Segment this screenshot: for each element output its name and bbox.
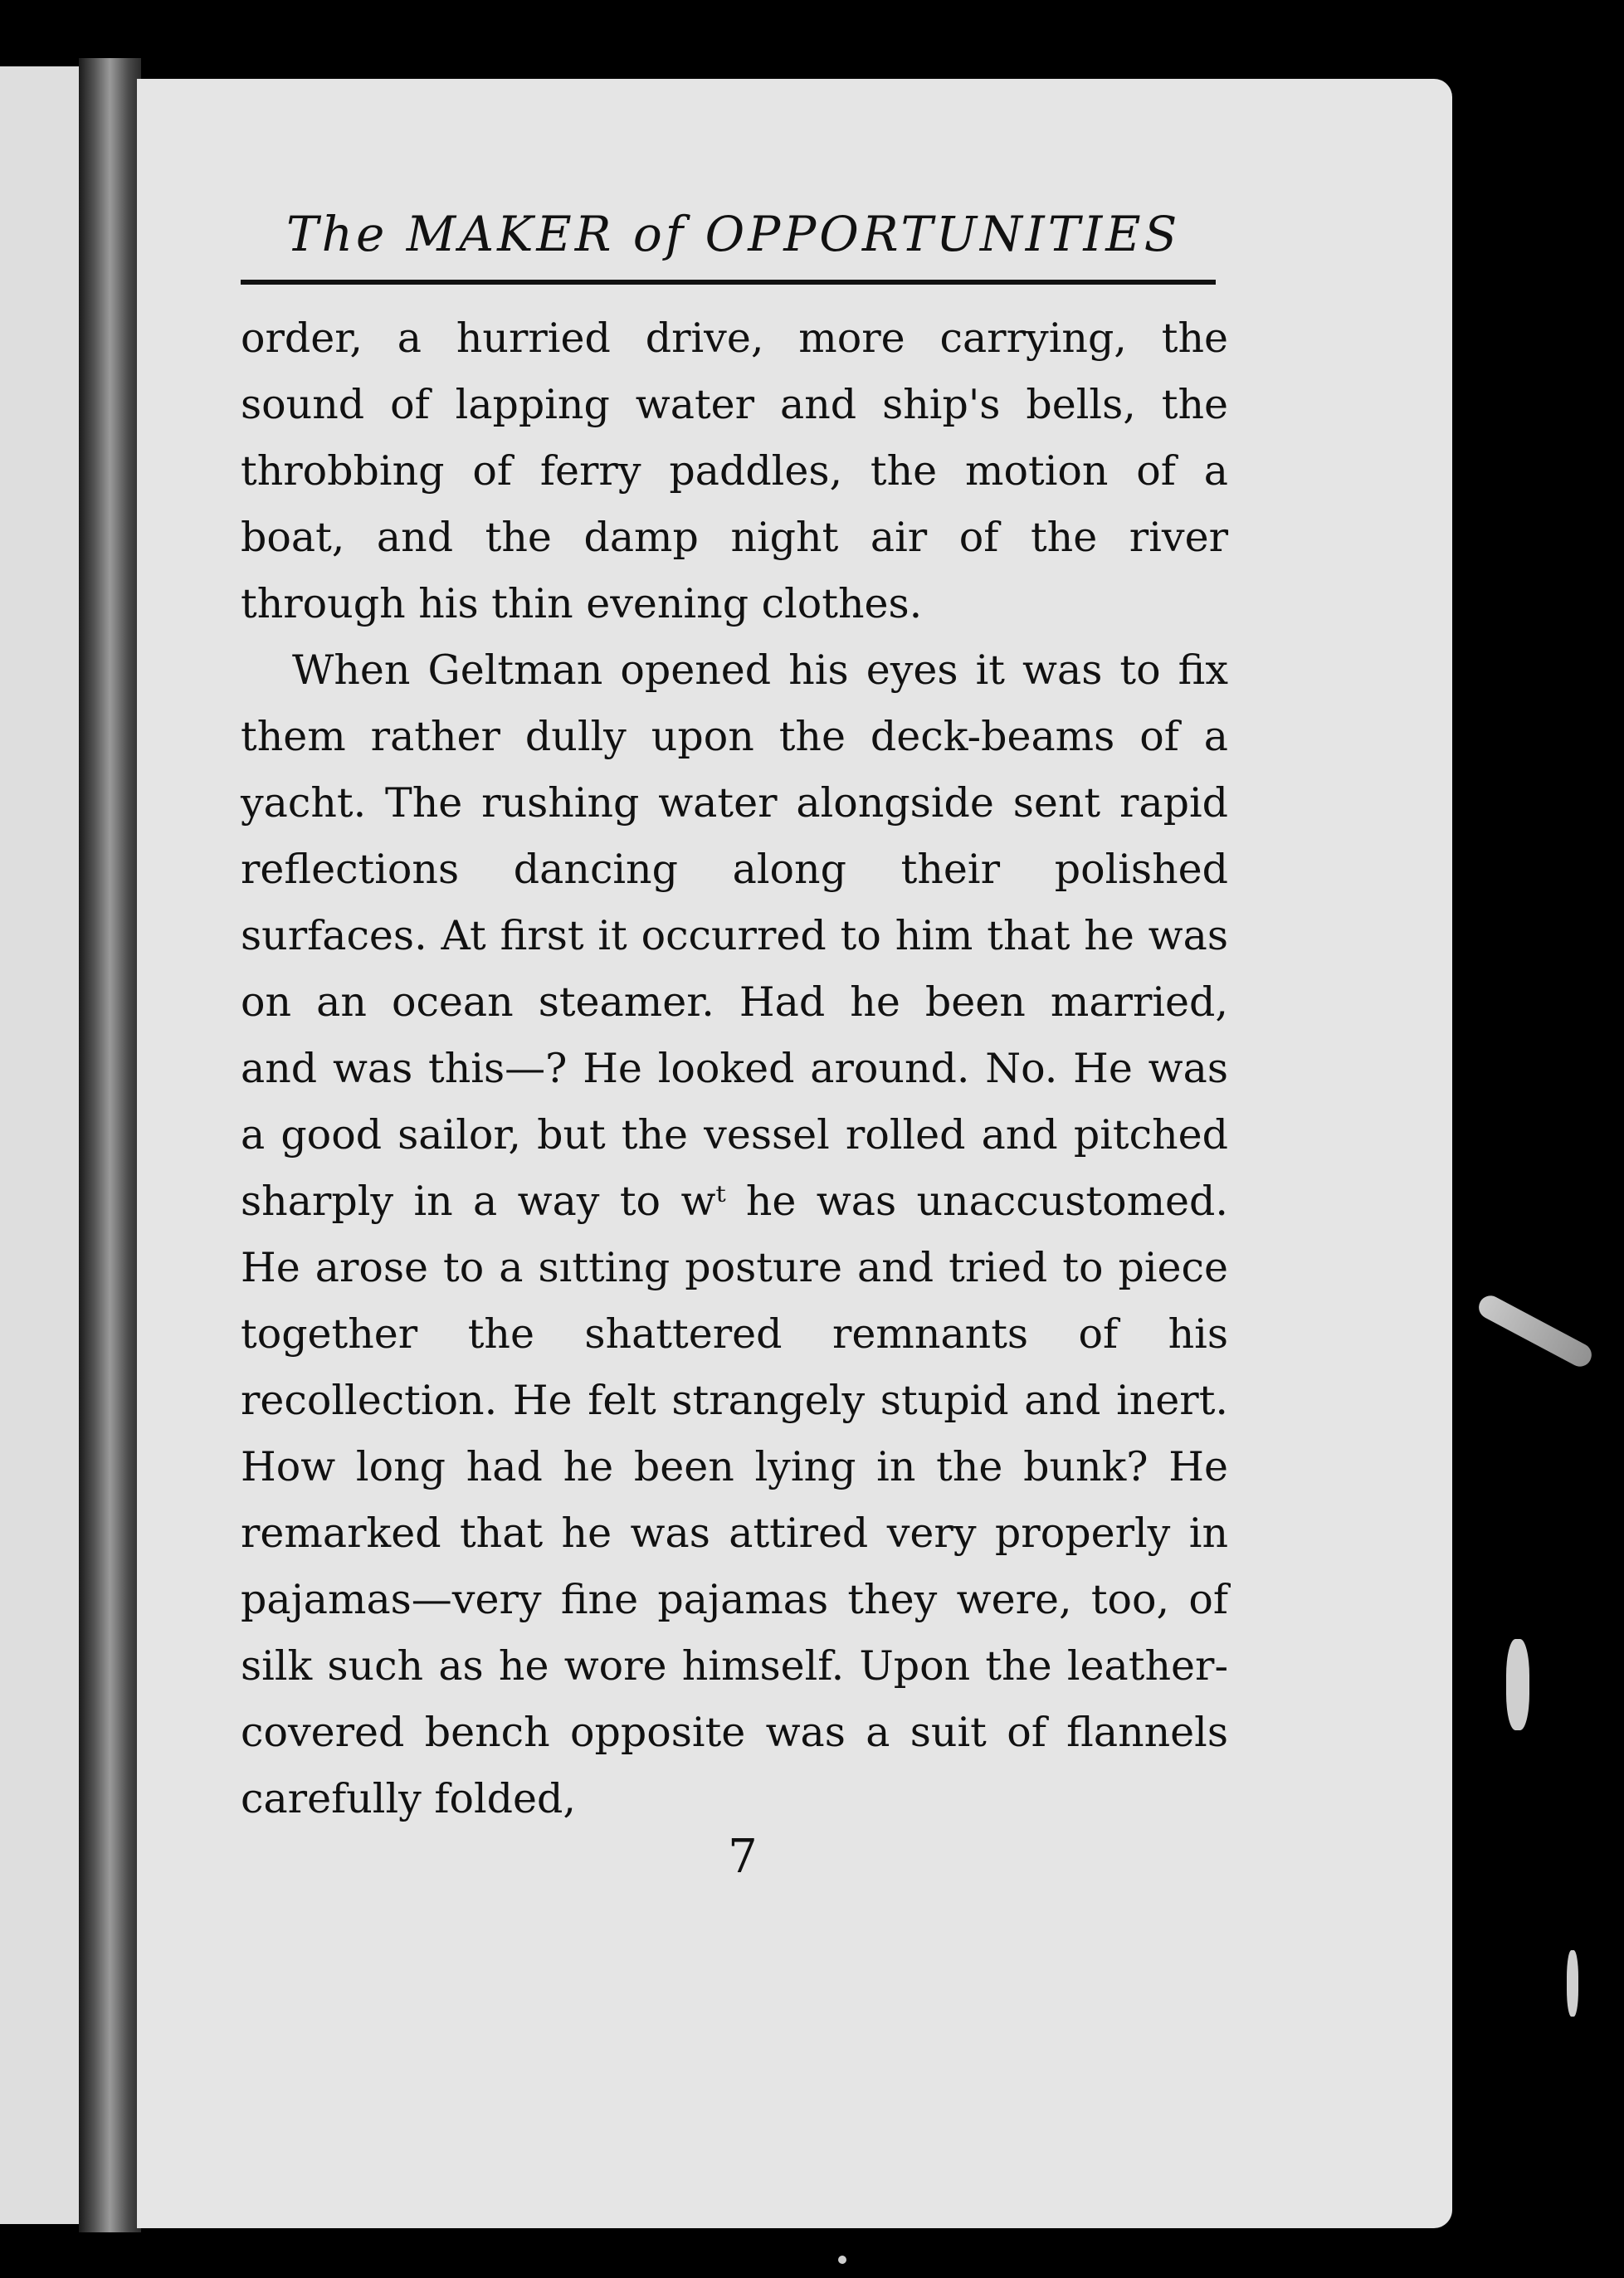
scan-glare-artifact [1475,1291,1596,1370]
facing-page-edge [0,66,79,2224]
page-number: 7 [728,1830,758,1884]
body-text [241,305,1228,1832]
running-head: The MAKER of OPPORTUNITIES [286,206,1181,262]
scan-speck [1567,1950,1578,2017]
header-rule [241,280,1216,285]
book-gutter [79,58,141,2232]
paragraph-continued: order, a hurried drive, more carrying, the sound of lapping water and ship's bells, the throbbing of ferry paddles, the motion of a boat, and the damp night air of the river through his thin evening clothes. [241,315,1228,627]
scan-speck [1506,1639,1529,1730]
paragraph: When Geltman opened his eyes it was to fix them rather dully upon the deck-beams of a yacht. The rushing water alongside sent rapid reflections dancing along their polished surfaces. At first it occurred to him that he was on an ocean steamer. Had he been married, and was this—? He looked around. No. He was a good sailor, but the vessel rolled and pitched sharply in a way to wᵗ he was unaccustomed. He arose to a sıtting posture and tried to piece together the shattered remnants of his recollection. He felt strangely stupid and inert. How long had he been lying in the bunk? He remarked that he was attired very properly in pajamas—very fine pajamas they were, too, of silk such as he wore himself. Upon the leather-covered bench opposite was a suit of flannels carefully folded, [241,646,1228,1822]
scan-speck [838,2256,846,2264]
